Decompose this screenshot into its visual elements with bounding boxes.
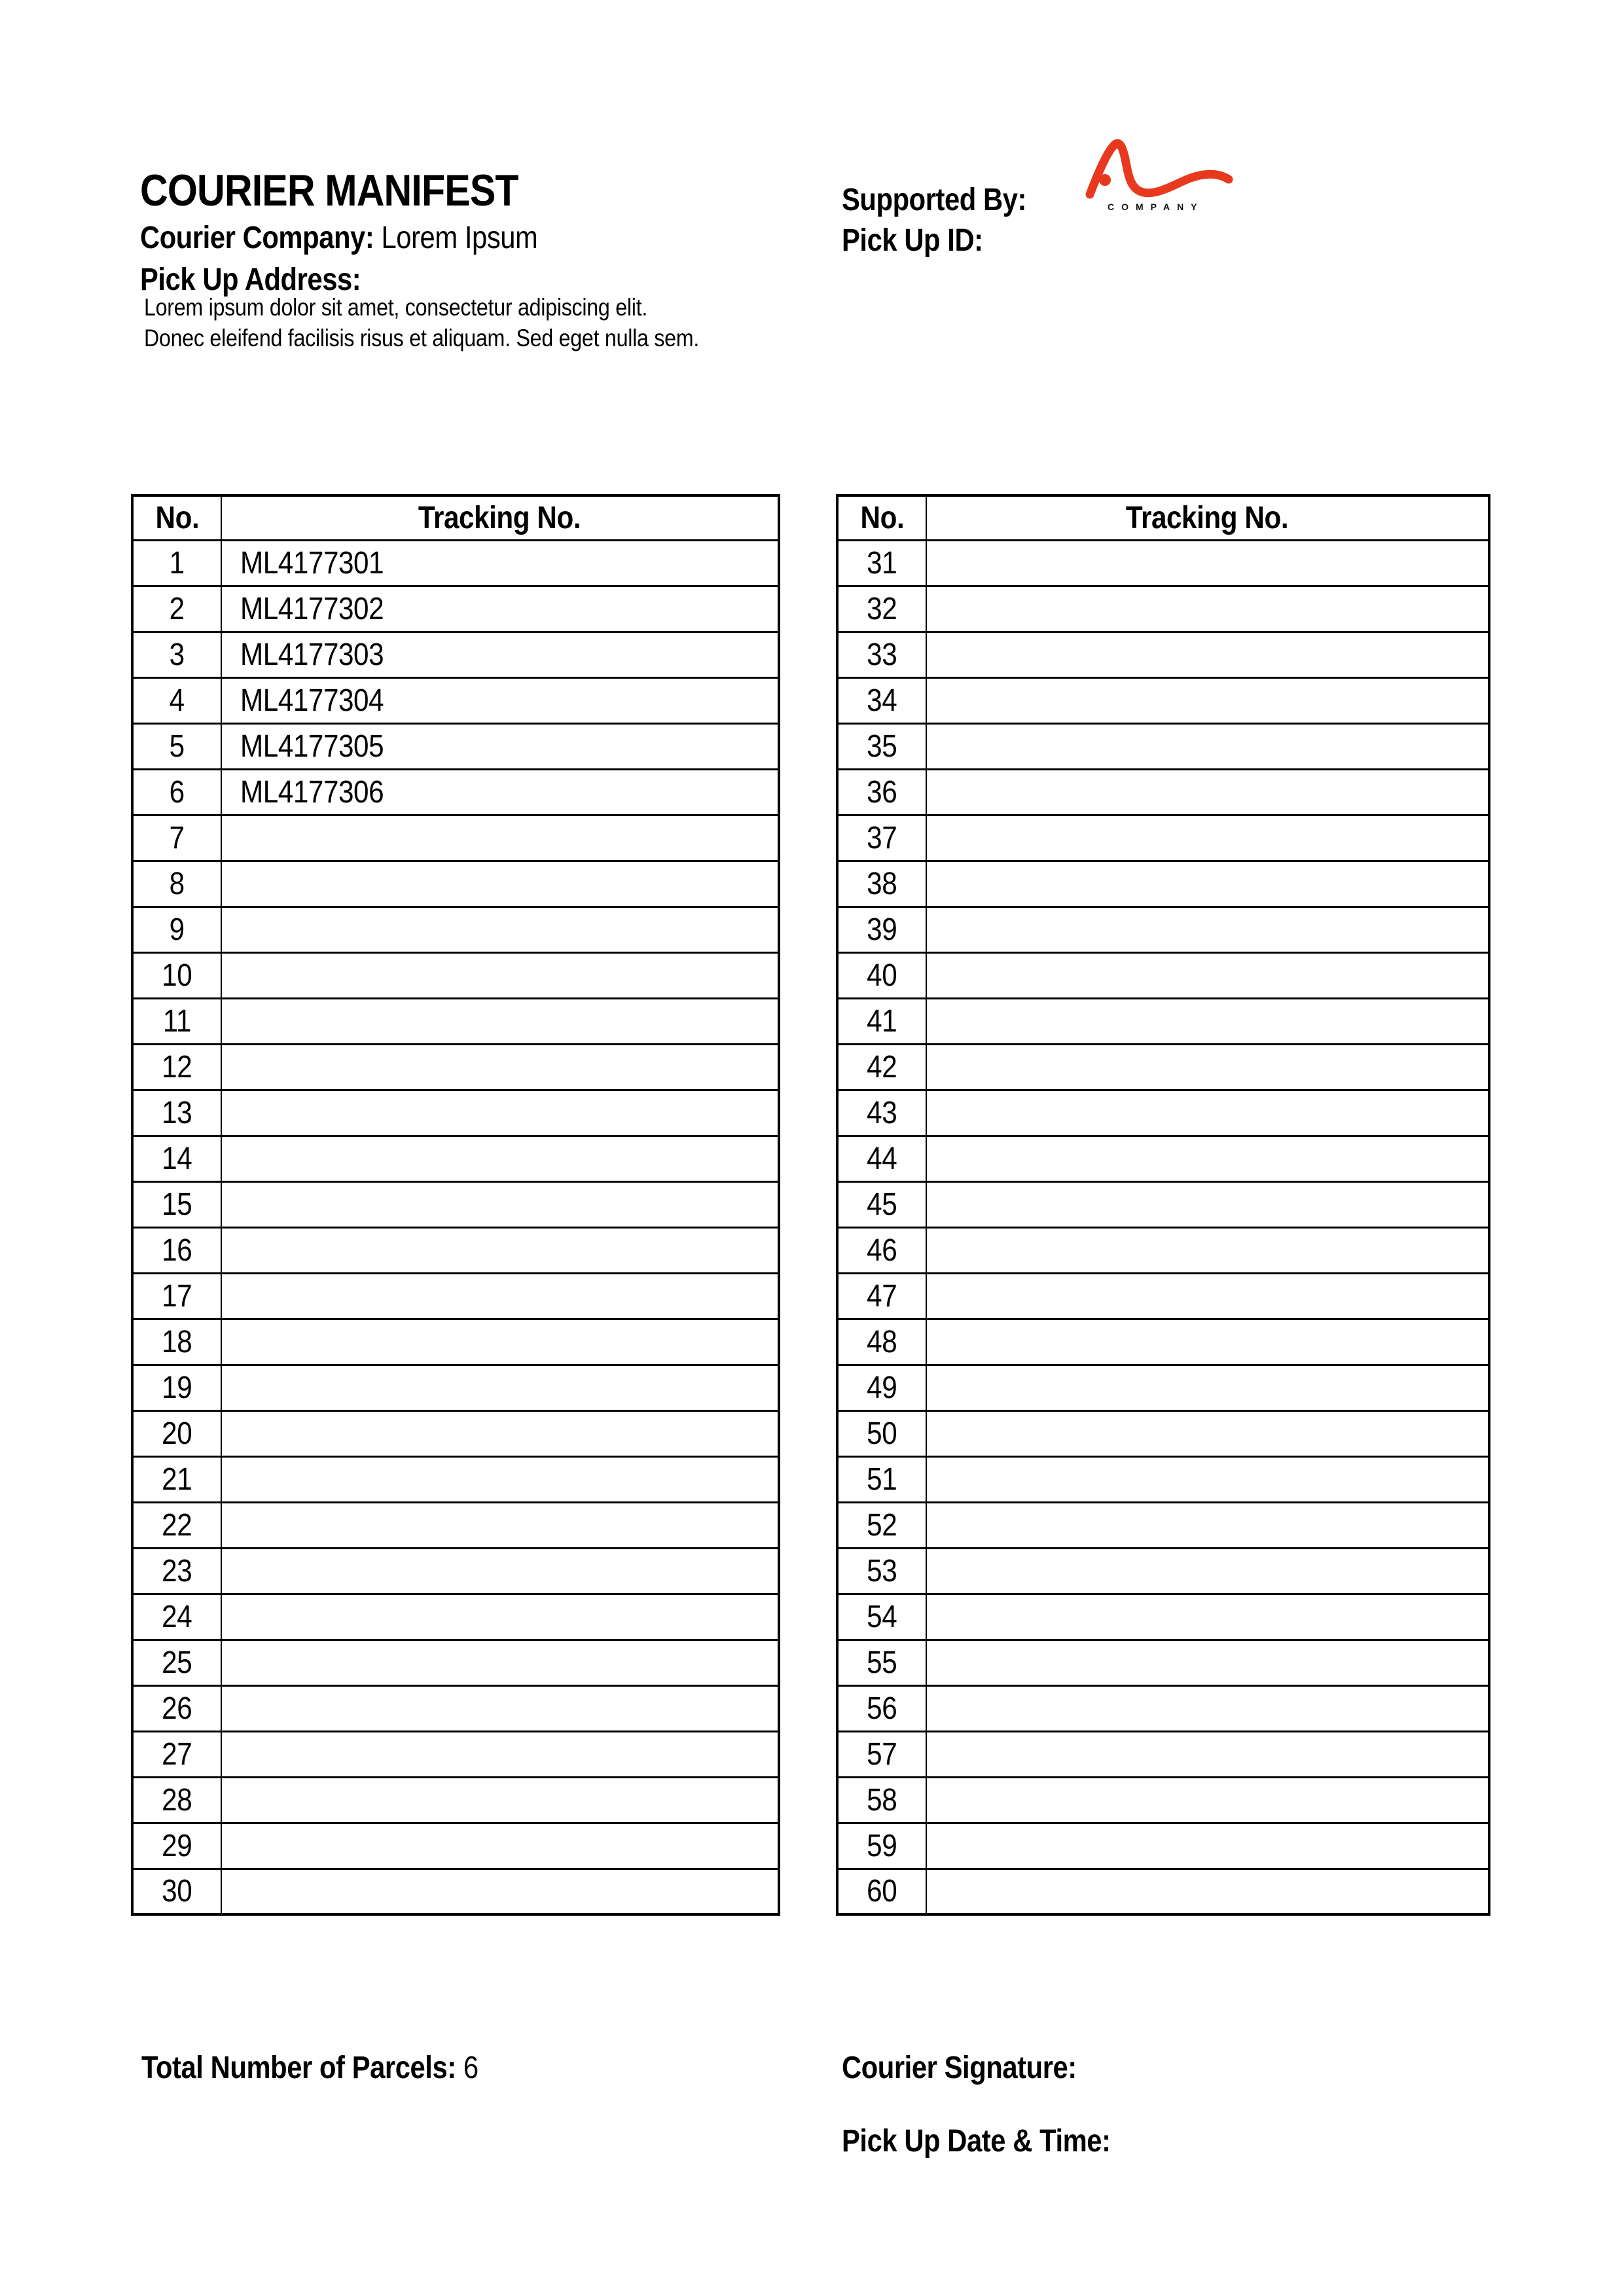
row-number-cell: 40 bbox=[837, 952, 926, 998]
tracking-table-left bbox=[131, 494, 780, 1916]
courier-signature-label: Courier Signature: bbox=[842, 2051, 1077, 2085]
table-row bbox=[837, 1044, 1489, 1090]
supported-by-label: Supported By: bbox=[842, 183, 1027, 217]
table-row bbox=[132, 998, 779, 1044]
table-row bbox=[837, 1823, 1489, 1869]
row-number-cell: 2 bbox=[132, 586, 221, 632]
table-row bbox=[837, 540, 1489, 586]
table-row bbox=[837, 1731, 1489, 1777]
tracking-number-cell bbox=[926, 1823, 1489, 1869]
row-number-cell: 34 bbox=[837, 677, 926, 723]
row-number-cell: 45 bbox=[837, 1181, 926, 1227]
row-number-cell: 33 bbox=[837, 632, 926, 677]
table-body-right bbox=[837, 540, 1489, 1914]
row-number-cell: 19 bbox=[132, 1365, 221, 1410]
page-title: COURIER MANIFEST bbox=[140, 166, 518, 215]
tracking-number-cell bbox=[926, 1273, 1489, 1319]
row-number-cell: 42 bbox=[837, 1044, 926, 1090]
row-number-cell: 29 bbox=[132, 1823, 221, 1869]
company-logo bbox=[1084, 135, 1241, 212]
table-row bbox=[132, 1823, 779, 1869]
row-number-cell: 4 bbox=[132, 677, 221, 723]
row-number-cell: 1 bbox=[132, 540, 221, 586]
row-number-cell: 24 bbox=[132, 1594, 221, 1640]
row-number-cell: 26 bbox=[132, 1685, 221, 1731]
row-number-cell: 56 bbox=[837, 1685, 926, 1731]
tracking-number-cell bbox=[926, 1136, 1489, 1181]
table-row bbox=[132, 1044, 779, 1090]
tracking-number-cell bbox=[926, 1365, 1489, 1410]
row-number-cell: 58 bbox=[837, 1777, 926, 1823]
row-number-cell: 38 bbox=[837, 861, 926, 906]
pickup-datetime-label: Pick Up Date & Time: bbox=[842, 2124, 1111, 2159]
table-row bbox=[132, 1640, 779, 1685]
row-number-cell: 54 bbox=[837, 1594, 926, 1640]
tracking-number-cell bbox=[221, 1502, 779, 1548]
table-row bbox=[132, 906, 779, 952]
row-number-cell: 48 bbox=[837, 1319, 926, 1365]
row-number-cell: 49 bbox=[837, 1365, 926, 1410]
tracking-number-cell bbox=[926, 586, 1489, 632]
table-row bbox=[837, 769, 1489, 815]
row-number-cell: 16 bbox=[132, 1227, 221, 1273]
row-number-cell: 5 bbox=[132, 723, 221, 769]
tracking-number-cell bbox=[926, 1869, 1489, 1914]
row-number-cell: 60 bbox=[837, 1869, 926, 1914]
row-number-cell: 20 bbox=[132, 1410, 221, 1456]
tracking-number-cell bbox=[926, 906, 1489, 952]
row-number-cell: 17 bbox=[132, 1273, 221, 1319]
table-row bbox=[837, 632, 1489, 677]
tracking-number-cell bbox=[926, 998, 1489, 1044]
tracking-number-cell bbox=[221, 815, 779, 861]
row-number-cell: 41 bbox=[837, 998, 926, 1044]
tracking-number-cell bbox=[221, 1319, 779, 1365]
courier-company-value: Lorem Ipsum bbox=[381, 221, 538, 255]
tracking-number-cell bbox=[926, 723, 1489, 769]
tracking-number-cell bbox=[926, 1548, 1489, 1594]
tracking-column-header: Tracking No. bbox=[221, 495, 779, 540]
tracking-table-right bbox=[836, 494, 1490, 1916]
total-parcels-value: 6 bbox=[463, 2051, 478, 2085]
table-row bbox=[132, 769, 779, 815]
row-number-cell: 46 bbox=[837, 1227, 926, 1273]
row-number-cell: 55 bbox=[837, 1640, 926, 1685]
row-number-cell: 9 bbox=[132, 906, 221, 952]
row-number-cell: 22 bbox=[132, 1502, 221, 1548]
row-number-cell: 52 bbox=[837, 1502, 926, 1548]
tracking-number-cell bbox=[221, 1731, 779, 1777]
courier-company-label: Courier Company: bbox=[140, 221, 374, 255]
row-number-cell: 37 bbox=[837, 815, 926, 861]
row-number-cell: 25 bbox=[132, 1640, 221, 1685]
table-row bbox=[132, 1410, 779, 1456]
no-column-header: No. bbox=[837, 495, 926, 540]
row-number-cell: 30 bbox=[132, 1869, 221, 1914]
tracking-number-cell bbox=[926, 1777, 1489, 1823]
tracking-number-cell bbox=[926, 1319, 1489, 1365]
tracking-column-header: Tracking No. bbox=[926, 495, 1489, 540]
company-logo-wordmark: COMPANY bbox=[1108, 202, 1204, 212]
tracking-number-cell bbox=[926, 540, 1489, 586]
pickup-address-line-1: Lorem ipsum dolor sit amet, consectetur adipiscing elit. bbox=[144, 294, 648, 321]
tracking-number-cell bbox=[926, 1456, 1489, 1502]
table-row bbox=[132, 1777, 779, 1823]
table-row bbox=[837, 1365, 1489, 1410]
tracking-number-cell: ML4177303 bbox=[221, 632, 779, 677]
row-number-cell: 35 bbox=[837, 723, 926, 769]
table-row bbox=[132, 1685, 779, 1731]
table-row bbox=[132, 540, 779, 586]
table-row bbox=[132, 586, 779, 632]
table-row bbox=[837, 1594, 1489, 1640]
tracking-number-cell: ML4177305 bbox=[221, 723, 779, 769]
table-row bbox=[132, 632, 779, 677]
tracking-number-cell: ML4177301 bbox=[221, 540, 779, 586]
row-number-cell: 39 bbox=[837, 906, 926, 952]
row-number-cell: 51 bbox=[837, 1456, 926, 1502]
table-row bbox=[132, 677, 779, 723]
pickup-address-value bbox=[144, 292, 699, 353]
table-row bbox=[837, 1181, 1489, 1227]
table-row bbox=[837, 1410, 1489, 1456]
table-row bbox=[837, 861, 1489, 906]
pickup-address-label: Pick Up Address: bbox=[140, 262, 361, 297]
row-number-cell: 14 bbox=[132, 1136, 221, 1181]
table-row bbox=[837, 1777, 1489, 1823]
table-row bbox=[132, 1136, 779, 1181]
row-number-cell: 50 bbox=[837, 1410, 926, 1456]
table-row bbox=[132, 1227, 779, 1273]
row-number-cell: 57 bbox=[837, 1731, 926, 1777]
table-row bbox=[837, 1227, 1489, 1273]
tracking-number-cell bbox=[221, 1685, 779, 1731]
row-number-cell: 47 bbox=[837, 1273, 926, 1319]
table-row bbox=[837, 1090, 1489, 1136]
row-number-cell: 36 bbox=[837, 769, 926, 815]
table-row bbox=[132, 723, 779, 769]
table-row bbox=[837, 1640, 1489, 1685]
table-row bbox=[132, 1731, 779, 1777]
tracking-number-cell bbox=[926, 1594, 1489, 1640]
table-row bbox=[132, 815, 779, 861]
row-number-cell: 3 bbox=[132, 632, 221, 677]
tracking-number-cell bbox=[221, 1090, 779, 1136]
courier-company-line bbox=[140, 220, 537, 256]
tracking-number-cell bbox=[221, 1365, 779, 1410]
tracking-number-cell bbox=[926, 1227, 1489, 1273]
total-parcels-label: Total Number of Parcels: bbox=[141, 2051, 456, 2085]
tracking-number-cell bbox=[926, 815, 1489, 861]
table-row bbox=[132, 1502, 779, 1548]
table-row bbox=[837, 1869, 1489, 1914]
row-number-cell: 10 bbox=[132, 952, 221, 998]
row-number-cell: 28 bbox=[132, 1777, 221, 1823]
tracking-number-cell bbox=[221, 998, 779, 1044]
row-number-cell: 27 bbox=[132, 1731, 221, 1777]
tracking-number-cell: ML4177302 bbox=[221, 586, 779, 632]
table-row bbox=[132, 1456, 779, 1502]
table-row bbox=[837, 723, 1489, 769]
table-row bbox=[132, 1548, 779, 1594]
tracking-number-cell bbox=[221, 1869, 779, 1914]
row-number-cell: 23 bbox=[132, 1548, 221, 1594]
tracking-number-cell bbox=[221, 1136, 779, 1181]
tracking-number-cell bbox=[926, 1731, 1489, 1777]
row-number-cell: 43 bbox=[837, 1090, 926, 1136]
tracking-number-cell bbox=[221, 1594, 779, 1640]
tracking-number-cell bbox=[926, 952, 1489, 998]
tracking-number-cell bbox=[926, 677, 1489, 723]
no-column-header: No. bbox=[132, 495, 221, 540]
row-number-cell: 12 bbox=[132, 1044, 221, 1090]
table-row bbox=[837, 586, 1489, 632]
row-number-cell: 15 bbox=[132, 1181, 221, 1227]
tracking-number-cell bbox=[221, 952, 779, 998]
pickup-id-label: Pick Up ID: bbox=[842, 223, 983, 258]
tracking-number-cell bbox=[926, 1044, 1489, 1090]
table-row bbox=[837, 815, 1489, 861]
table-row bbox=[132, 1273, 779, 1319]
table-row bbox=[837, 1502, 1489, 1548]
tracking-number-cell: ML4177304 bbox=[221, 677, 779, 723]
tracking-number-cell: ML4177306 bbox=[221, 769, 779, 815]
tracking-number-cell bbox=[221, 906, 779, 952]
tracking-number-cell bbox=[926, 1685, 1489, 1731]
row-number-cell: 7 bbox=[132, 815, 221, 861]
table-row bbox=[837, 1319, 1489, 1365]
tracking-number-cell bbox=[221, 1548, 779, 1594]
row-number-cell: 6 bbox=[132, 769, 221, 815]
table-row bbox=[132, 1365, 779, 1410]
table-row bbox=[837, 1136, 1489, 1181]
row-number-cell: 44 bbox=[837, 1136, 926, 1181]
row-number-cell: 59 bbox=[837, 1823, 926, 1869]
row-number-cell: 11 bbox=[132, 998, 221, 1044]
row-number-cell: 53 bbox=[837, 1548, 926, 1594]
tracking-number-cell bbox=[221, 1273, 779, 1319]
row-number-cell: 13 bbox=[132, 1090, 221, 1136]
table-row bbox=[132, 1319, 779, 1365]
table-row bbox=[837, 1456, 1489, 1502]
tracking-number-cell bbox=[926, 632, 1489, 677]
table-row bbox=[837, 677, 1489, 723]
tracking-number-cell bbox=[926, 1640, 1489, 1685]
tracking-number-cell bbox=[221, 1044, 779, 1090]
pickup-address-line-2: Donec eleifend facilisis risus et aliquam. Sed eget nulla sem. bbox=[144, 325, 700, 351]
table-row bbox=[132, 861, 779, 906]
table-header-row bbox=[837, 495, 1489, 540]
tracking-number-cell bbox=[926, 861, 1489, 906]
table-row bbox=[837, 952, 1489, 998]
tracking-number-cell bbox=[221, 1823, 779, 1869]
table-body-left bbox=[132, 540, 779, 1914]
tracking-number-cell bbox=[926, 1181, 1489, 1227]
row-number-cell: 21 bbox=[132, 1456, 221, 1502]
tracking-number-cell bbox=[926, 1502, 1489, 1548]
tracking-number-cell bbox=[221, 1410, 779, 1456]
abstract-a-swoosh-icon bbox=[1084, 135, 1235, 200]
table-row bbox=[837, 906, 1489, 952]
table-row bbox=[837, 1685, 1489, 1731]
table-header-row bbox=[132, 495, 779, 540]
table-row bbox=[132, 1181, 779, 1227]
tracking-number-cell bbox=[221, 1777, 779, 1823]
row-number-cell: 8 bbox=[132, 861, 221, 906]
tracking-number-cell bbox=[926, 1410, 1489, 1456]
tracking-number-cell bbox=[221, 1181, 779, 1227]
table-row bbox=[132, 1090, 779, 1136]
table-row bbox=[837, 998, 1489, 1044]
tracking-number-cell bbox=[926, 769, 1489, 815]
tracking-number-cell bbox=[221, 861, 779, 906]
row-number-cell: 31 bbox=[837, 540, 926, 586]
tracking-number-cell bbox=[221, 1640, 779, 1685]
row-number-cell: 18 bbox=[132, 1319, 221, 1365]
tracking-number-cell bbox=[926, 1090, 1489, 1136]
row-number-cell: 32 bbox=[837, 586, 926, 632]
table-row bbox=[132, 952, 779, 998]
table-row bbox=[132, 1869, 779, 1914]
table-row bbox=[837, 1548, 1489, 1594]
tracking-number-cell bbox=[221, 1227, 779, 1273]
table-row bbox=[132, 1594, 779, 1640]
table-row bbox=[837, 1273, 1489, 1319]
tracking-number-cell bbox=[221, 1456, 779, 1502]
total-parcels-line bbox=[141, 2050, 478, 2086]
